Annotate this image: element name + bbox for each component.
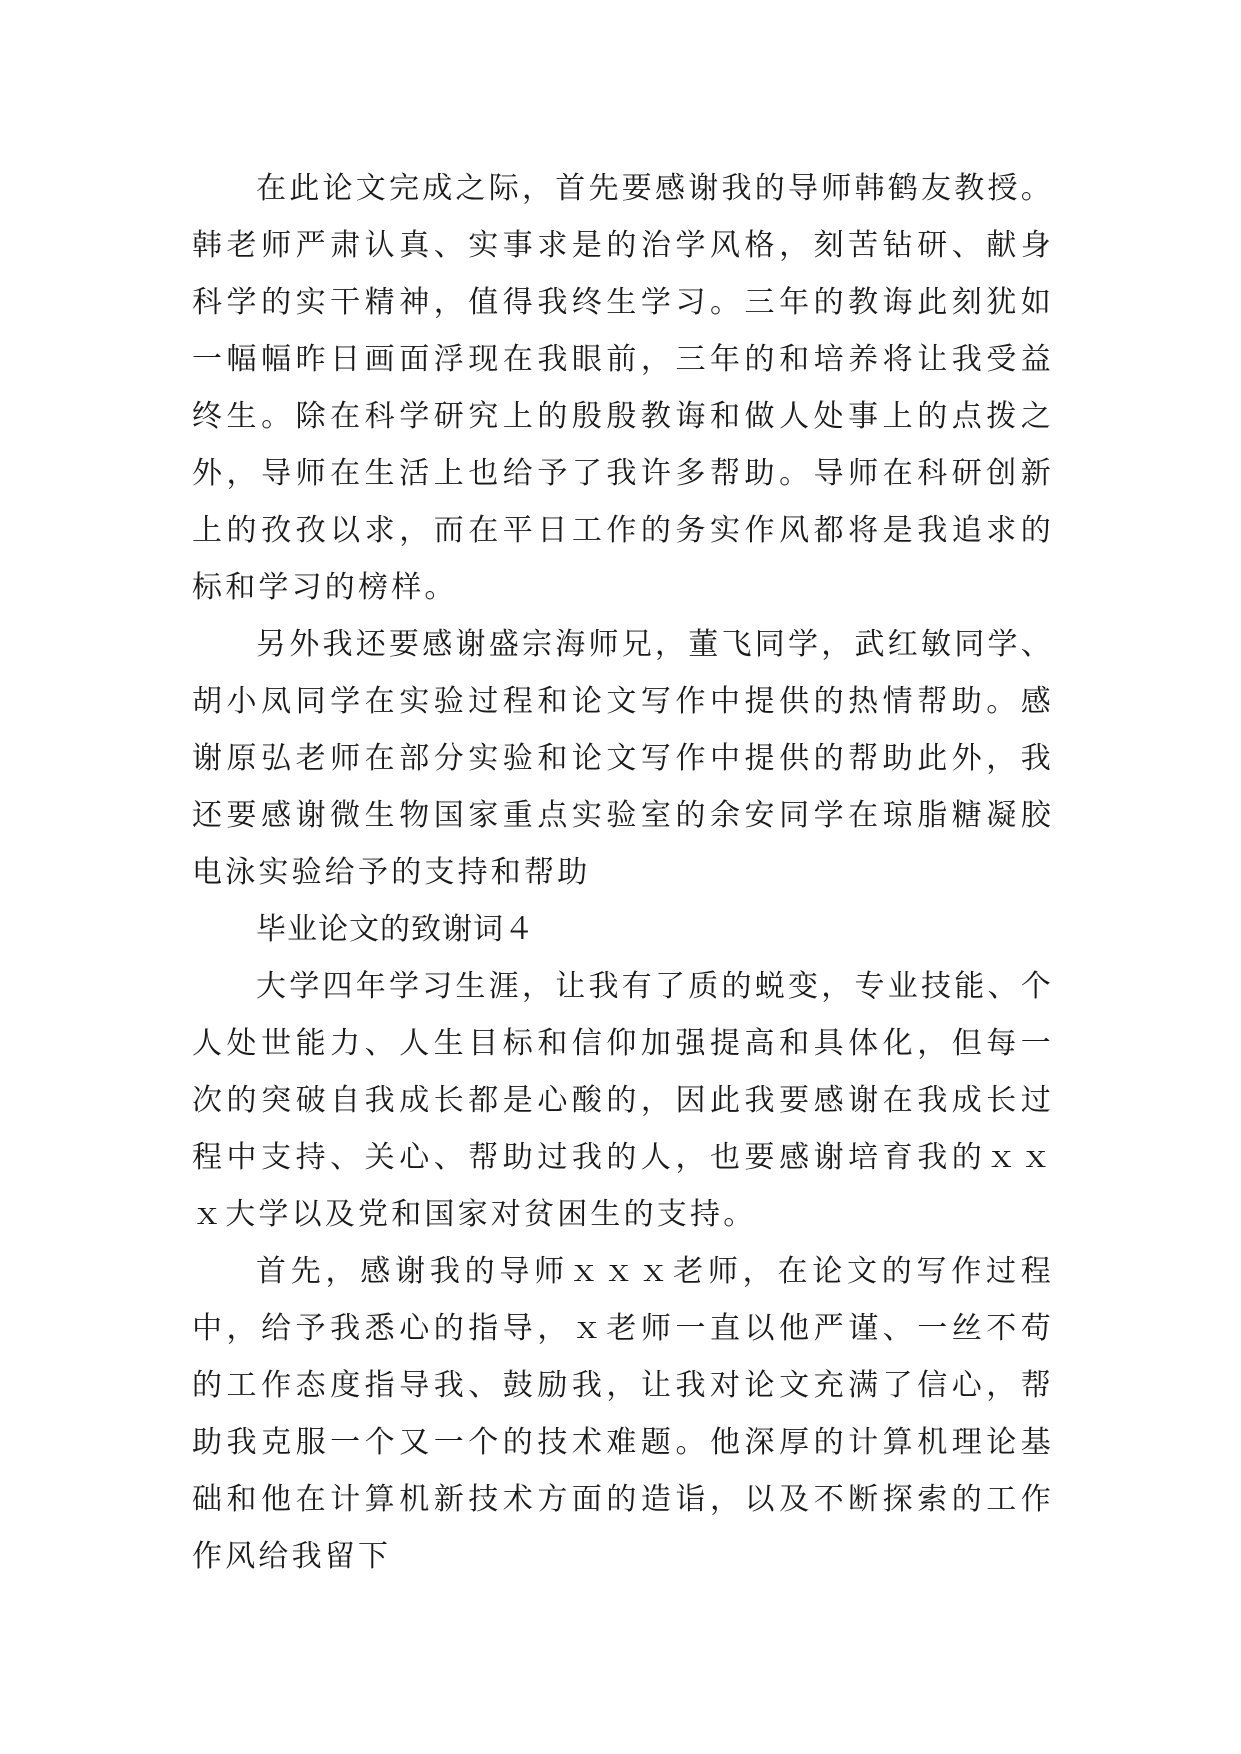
paragraph-advisor-thanks: 在此论文完成之际，首先要感谢我的导师韩鹤友教授。韩老师严肃认真、实事求是的治学风格，刻苦钻研、献身科学的实干精神，值得我终生学习。三年的教诲此刻犹如一幅幅昨日画面浮现在我眼前，三年的和培养将让我受益终生。除在科学研究上的殷殷教诲和做人处事上的点拨之外，导师在生活上也给予了我许多帮助。导师在科研创新上的孜孜以求，而在平日工作的务实作风都将是我追求的标和学习的榜样。 <box>192 171 1054 605</box>
document-body <box>192 160 1054 1585</box>
paragraph-university-thanks: 大学四年学习生涯，让我有了质的蜕变，专业技能、个人处世能力、人生目标和信仰加强提高和具体化，但每一次的突破自我成长都是心酸的，因此我要感谢在我成长过程中支持、关心、帮助过我的人，也要感谢培育我的ｘｘｘ大学以及党和国家对贫困生的支持。 <box>192 969 1054 1232</box>
section-heading: 毕业论文的致谢词４ <box>256 912 535 947</box>
paragraph-classmates-thanks: 另外我还要感谢盛宗海师兄，董飞同学，武红敏同学、胡小凤同学在实验过程和论文写作中提供的热情帮助。感谢原弘老师在部分实验和论文写作中提供的帮助此外，我还要感谢微生物国家重点实验室的余安同学在琼脂糖凝胶电泳实验给予的支持和帮助 <box>192 627 1054 890</box>
paragraph-teacher-thanks: 首先，感谢我的导师ｘｘｘ老师，在论文的写作过程中，给予我悉心的指导，ｘ老师一直以他严谨、一丝不苟的工作态度指导我、鼓励我，让我对论文充满了信心，帮助我克服一个又一个的技术难题。他深厚的计算机理论基础和他在计算机新技术方面的造诣，以及不断探索的工作作风给我留下 <box>192 1254 1054 1574</box>
